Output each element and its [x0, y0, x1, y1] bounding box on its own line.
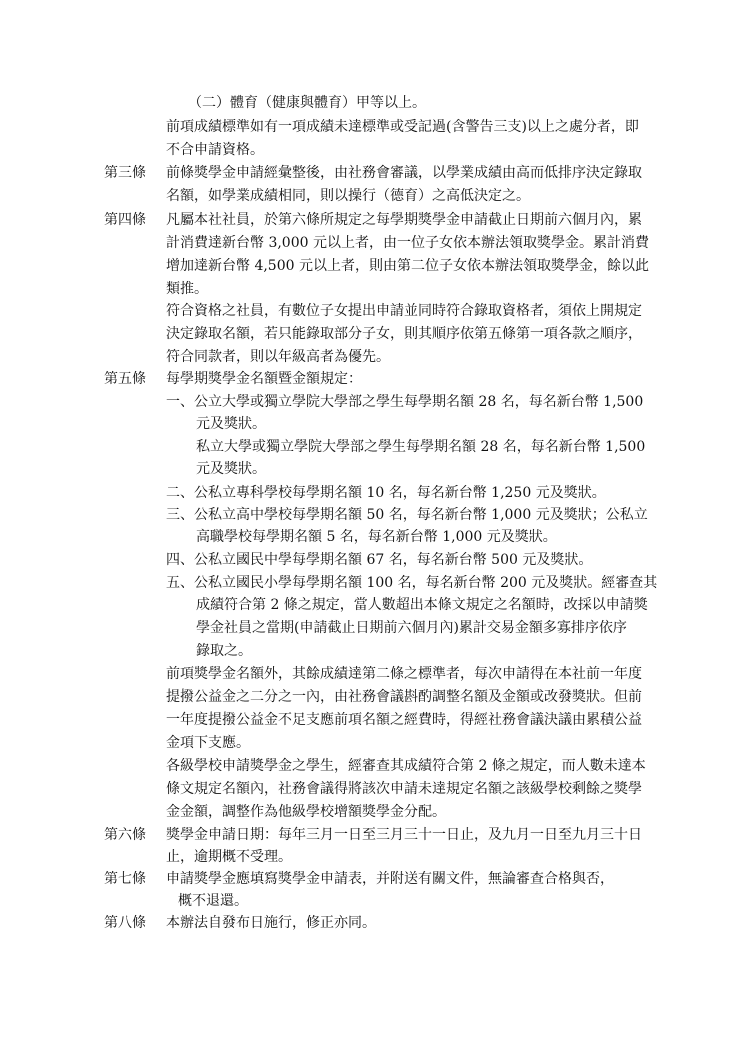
line-art4-3: 增加達新台幣 4,500 元以上者，則由第二位子女依本辦法領取獎學金，餘以此	[166, 258, 649, 274]
line-item3-cont: 高職學校每學期名額 5 名，每名新台幣 1,000 元及獎狀。	[196, 529, 557, 545]
line-disqualify-2: 不合申請資格。	[166, 142, 264, 158]
line-art4-7: 符合同款者，則以年級高者為優先。	[166, 349, 390, 365]
line-art4-1: 凡屬本社社員，於第六條所規定之每學期獎學金申請截止日期前六個月內，累	[166, 212, 642, 228]
line-pe-criterion: （二）體育（健康與體育）甲等以上。	[188, 95, 426, 111]
line-art3-1: 前條獎學金申請經彙整後，由社務會審議，以學業成績由高而低排序決定錄取	[166, 165, 642, 181]
line-art8: 本辦法自發布日施行，修正亦同。	[166, 915, 376, 931]
line-item1-public: 一、公立大學或獨立學院大學部之學生每學期名額 28 名，每名新台幣 1,500	[166, 394, 644, 410]
line-art6-2: 止，逾期概不受理。	[166, 849, 292, 865]
article-label-5: 第五條	[104, 371, 146, 387]
line-art7-2: 概不退還。	[178, 893, 248, 909]
line-item5-1: 五、公私立國民小學每學期名額 100 名，每名新台幣 200 元及獎狀。經審查其	[166, 575, 658, 591]
line-item5-2: 成績符合第 2 條之規定，當人數超出本條文規定之名額時，改採以申請獎	[196, 597, 648, 613]
line-extra-4: 金項下支應。	[166, 735, 250, 751]
article-label-3: 第三條	[104, 165, 146, 181]
line-art4-6: 決定錄取名額，若只能錄取部分子女，則其順序依第五條第一項各款之順序，	[166, 326, 642, 342]
line-extra-2: 提撥公益金之二分之一內，由社務會議斟酌調整名額及金額或改發獎狀。但前	[166, 689, 642, 705]
article-label-4: 第四條	[104, 212, 146, 228]
line-item1-public-cont: 元及獎狀。	[196, 416, 266, 432]
line-extra-1: 前項獎學金名額外，其餘成績達第二條之標準者，每次申請得在本社前一年度	[166, 666, 642, 682]
line-disqualify-1: 前項成績標準如有一項成績未達標準或受記過(含警告三支)以上之處分者，即	[166, 119, 639, 135]
line-item5-3: 學金社員之當期(申請截止日期前六個月內)累計交易金額多寡排序依序	[196, 620, 627, 636]
line-art7-1: 申請獎學金應填寫獎學金申請表，并附送有關文件，無論審查合格與否，	[166, 871, 614, 887]
line-art6-1: 獎學金申請日期：每年三月一日至三月三十一日止，及九月一日至九月三十日	[166, 827, 642, 843]
line-item4: 四、公私立國民中學每學期名額 67 名，每名新台幣 500 元及獎狀。	[166, 552, 593, 568]
line-item1-private: 私立大學或獨立學院大學部之學生每學期名額 28 名，每名新台幣 1,500	[196, 439, 646, 455]
article-label-6: 第六條	[104, 827, 146, 843]
line-realloc-1: 各級學校申請獎學金之學生，經審查其成績符合第 2 條之規定，而人數未達本	[166, 758, 646, 774]
line-art4-2: 計消費達新台幣 3,000 元以上者，由一位子女依本辦法領取獎學金。累計消費	[166, 235, 649, 251]
line-item5-4: 錄取之。	[196, 643, 252, 659]
line-art4-4: 類推。	[166, 281, 208, 297]
article-label-7: 第七條	[104, 871, 146, 887]
line-art4-5: 符合資格之社員，有數位子女提出申請並同時符合錄取資格者，須依上開規定	[166, 303, 642, 319]
line-extra-3: 一年度提撥公益金不足支應前項名額之經費時，得經社務會議決議由累積公益	[166, 712, 642, 728]
line-item3: 三、公私立高中學校每學期名額 50 名，每名新台幣 1,000 元及獎狀；公私立	[166, 507, 648, 523]
line-item1-private-cont: 元及獎狀。	[196, 461, 266, 477]
article-label-8: 第八條	[104, 915, 146, 931]
line-realloc-2: 條文規定名額內，社務會議得將該次申請未達規定名額之該級學校剩餘之獎學	[166, 781, 642, 797]
line-art5-heading: 每學期獎學金名額暨金額規定：	[166, 371, 362, 387]
line-item2: 二、公私立專科學校每學期名額 10 名，每名新台幣 1,250 元及獎狀。	[166, 485, 606, 501]
line-realloc-3: 金金額，調整作為他級學校增額獎學金分配。	[166, 804, 446, 820]
line-art3-2: 名額，如學業成績相同，則以操行（德育）之高低決定之。	[166, 188, 530, 204]
